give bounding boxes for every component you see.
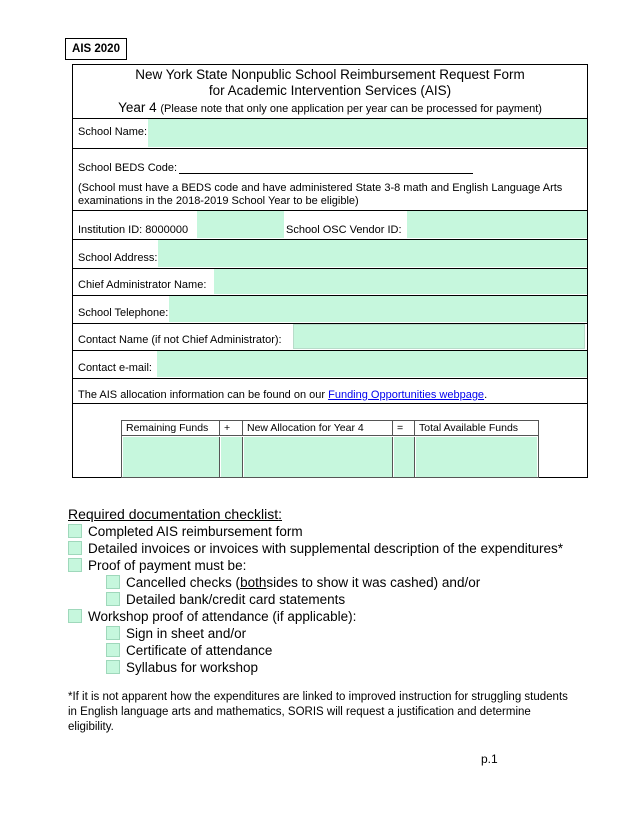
form-year: Year 4 bbox=[118, 100, 157, 115]
vendor-id-field[interactable] bbox=[407, 211, 587, 238]
checklist-item bbox=[68, 540, 563, 556]
form-year-line bbox=[73, 100, 587, 115]
beds-code-label: School BEDS Code: bbox=[78, 162, 178, 174]
funds-table bbox=[121, 420, 539, 478]
chief-admin-field[interactable] bbox=[214, 269, 587, 294]
divider bbox=[73, 378, 587, 379]
funding-opportunities-link[interactable]: Funding Opportunities webpage bbox=[328, 389, 485, 401]
checkbox[interactable] bbox=[106, 660, 120, 674]
plus-cell bbox=[221, 437, 243, 477]
vendor-id-label: School OSC Vendor ID: bbox=[286, 224, 402, 236]
school-name-field[interactable] bbox=[148, 119, 587, 147]
contact-email-label: Contact e-mail: bbox=[78, 362, 152, 374]
checklist-subitem bbox=[106, 642, 272, 658]
checkbox[interactable] bbox=[68, 609, 82, 623]
total-funds-header: Total Available Funds bbox=[415, 421, 538, 436]
school-address-label: School Address: bbox=[78, 252, 158, 264]
checklist-item-label: Sign in sheet and/or bbox=[126, 625, 247, 641]
form-title-line1: New York State Nonpublic School Reimbursement Request Form bbox=[135, 67, 525, 82]
checklist-item bbox=[68, 608, 356, 624]
allocation-text: The AIS allocation information can be found on our bbox=[78, 389, 329, 401]
contact-name-field[interactable] bbox=[293, 324, 585, 349]
school-telephone-label: School Telephone: bbox=[78, 307, 169, 319]
contact-name-label: Contact Name (if not Chief Administrator): bbox=[78, 334, 282, 346]
checklist-subitem bbox=[106, 591, 345, 607]
total-funds-field[interactable] bbox=[416, 437, 537, 477]
checkbox[interactable] bbox=[68, 541, 82, 555]
equals-cell bbox=[394, 437, 415, 477]
allocation-end: . bbox=[484, 389, 488, 401]
checklist-item-label: Cancelled checks ( bbox=[126, 574, 241, 590]
institution-id-label: Institution ID: 8000000 bbox=[78, 224, 189, 236]
checkbox[interactable] bbox=[106, 592, 120, 606]
checklist-title bbox=[68, 506, 282, 522]
request-form bbox=[72, 64, 588, 478]
checklist-item-emphasis: both bbox=[240, 574, 267, 590]
checklist-item-label: Workshop proof of attendance (if applicable): bbox=[88, 608, 357, 624]
equals-header: = bbox=[393, 421, 415, 436]
form-year-note: (Please note that only one application per year can be processed for payment) bbox=[160, 103, 542, 115]
checklist-item-label: Detailed bank/credit card statements bbox=[126, 591, 346, 607]
school-address-field[interactable] bbox=[158, 240, 587, 267]
checkbox[interactable] bbox=[68, 558, 82, 572]
checklist-item-label: Proof of payment must be: bbox=[88, 557, 247, 573]
new-allocation-header: New Allocation for Year 4 bbox=[243, 421, 393, 436]
checklist-subitem bbox=[106, 659, 258, 675]
page-number: p.1 bbox=[481, 752, 498, 766]
contact-email-field[interactable] bbox=[157, 351, 587, 377]
checklist-item-label: Completed AIS reimbursement form bbox=[88, 523, 303, 539]
chief-admin-label: Chief Administrator Name: bbox=[78, 279, 207, 291]
checkbox[interactable] bbox=[68, 524, 82, 538]
checklist-item-label: Detailed invoices or invoices with supplemental description of the expenditures* bbox=[88, 540, 564, 556]
remaining-funds-header: Remaining Funds bbox=[122, 421, 220, 436]
checkbox[interactable] bbox=[106, 643, 120, 657]
checklist-item-label-end: sides to show it was cashed) and/or bbox=[266, 574, 481, 590]
checklist-item-label: Certificate of attendance bbox=[126, 642, 273, 658]
school-telephone-field[interactable] bbox=[169, 296, 587, 322]
new-allocation-field[interactable] bbox=[244, 437, 393, 477]
checkbox[interactable] bbox=[106, 626, 120, 640]
beds-code-note: (School must have a BEDS code and have administered State 3-8 math and English Language Arts examinations in the 2018-2019 School Year to be eligible) bbox=[78, 182, 563, 207]
divider bbox=[73, 403, 587, 404]
checkbox[interactable] bbox=[106, 575, 120, 589]
checklist-subitem bbox=[106, 574, 480, 590]
checklist-item-label: Syllabus for workshop bbox=[126, 659, 259, 675]
checklist-title-text: Required documentation checklist bbox=[68, 506, 279, 522]
checklist-subitem bbox=[106, 625, 246, 641]
beds-code-field[interactable] bbox=[179, 173, 473, 174]
remaining-funds-field[interactable] bbox=[123, 437, 220, 477]
form-code-tag: AIS 2020 bbox=[65, 38, 127, 60]
school-name-label: School Name: bbox=[78, 126, 148, 138]
institution-id-field[interactable] bbox=[197, 211, 284, 238]
divider bbox=[73, 148, 587, 149]
footnote: *If it is not apparent how the expenditures are linked to improved instruction for struggling students in English language arts and mathematics, SORIS will request a justification and determine eligibility. bbox=[68, 691, 568, 733]
allocation-info bbox=[78, 389, 487, 401]
checklist-title-colon: : bbox=[278, 506, 283, 522]
checklist-item bbox=[68, 523, 303, 539]
form-title-line2: for Academic Intervention Services (AIS) bbox=[208, 83, 452, 98]
checklist-item bbox=[68, 557, 246, 573]
plus-header: + bbox=[220, 421, 243, 436]
